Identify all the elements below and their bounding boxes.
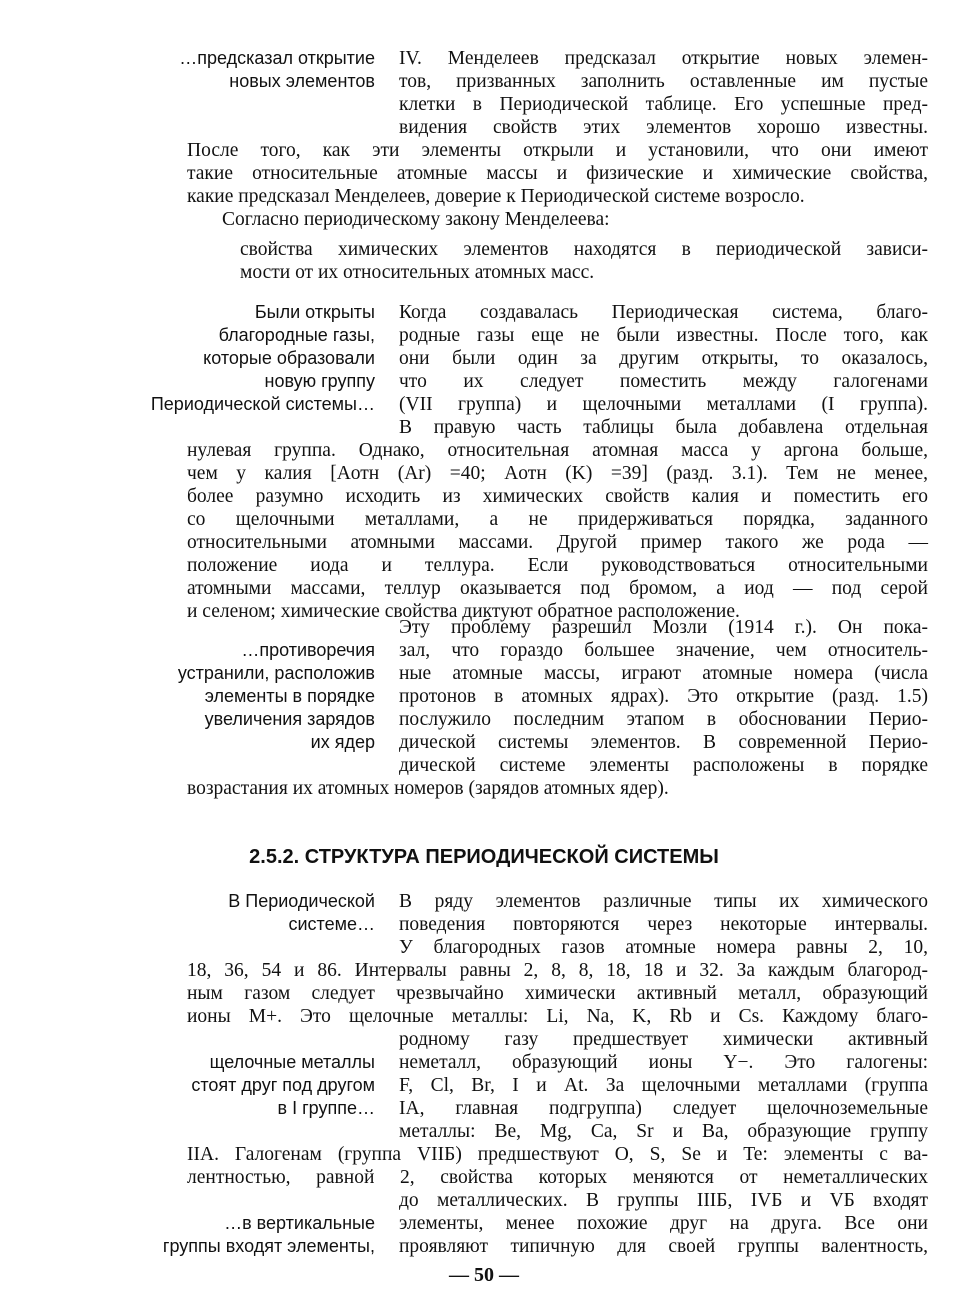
text-line: металлы: Be, Mg, Ca, Sr и Ba, образующие группу (399, 1121, 928, 1142)
text-line: со щелочными металлами, а не придерживаться порядка, заданного (187, 509, 928, 530)
text-line: У благородных газов атомные номера равны 2, 10, (399, 937, 928, 958)
margin-note: Были открыты (254, 302, 375, 322)
text-line: ные атомные массы, играют атомные номера (числа (399, 663, 928, 684)
margin-note: Периодической системы… (150, 394, 375, 414)
text-line: IA, главная подгруппа) следует щелочноземельные (399, 1098, 928, 1119)
text-line: IV. Менделеев предсказал открытие новых элемен- (399, 48, 928, 69)
margin-note: щелочные металлы (209, 1052, 375, 1072)
margin-note: благородные газы, (218, 325, 375, 345)
section-heading: 2.5.2. СТРУКТУРА ПЕРИОДИЧЕСКОЙ СИСТЕМЫ (249, 846, 719, 868)
text-line: видения свойств этих элементов хорошо известны. (399, 117, 928, 138)
text-line: Согласно периодическому закону Менделеева: (222, 209, 610, 230)
margin-note: новых элементов (229, 71, 375, 91)
margin-note: …предсказал открытие (179, 48, 375, 68)
text-line: лентностью, равной 2, свойства которых меняются от неметаллических (187, 1167, 928, 1188)
margin-note: новую группу (264, 371, 375, 391)
text-line: Когда создавалась Периодическая система, благо- (399, 302, 928, 323)
margin-note: стоят друг под другом (191, 1075, 375, 1095)
text-line: относительными атомными массами. Другой пример такого же рода — (187, 532, 928, 553)
margin-note: увеличения зарядов (204, 709, 375, 729)
text-line: В ряду элементов различные типы их химического (399, 891, 928, 912)
text-line: чем у калия [Aотн (Ar) =40; Aотн (K) =39] (разд. 3.1). Тем не менее, (187, 463, 928, 484)
text-line: 18, 36, 54 и 86. Интервалы равны 2, 8, 8, 18, 18 и 32. За каждым благород- (187, 960, 928, 981)
text-line: до металлических. В группы IIIБ, IVБ и VБ входят (399, 1190, 928, 1211)
text-line: F, Cl, Br, I и At. За щелочными металлами (группа (399, 1075, 928, 1096)
text-line: поведения повторяются через некоторые интервалы. (399, 914, 928, 935)
text-line: неметалл, образующий ионы Y−. Это галогены: (399, 1052, 928, 1073)
text-line: какие предсказал Менделеев, доверие к Периодической системе возросло. (187, 186, 805, 207)
text-line: ионы M+. Это щелочные металлы: Li, Na, K, Rb и Cs. Каждому благо- (187, 1006, 928, 1027)
text-line: ным газом следует чрезвычайно химически активный металл, образующий (187, 983, 928, 1004)
text-line: положение иода и теллура. Если руководствоваться относительными (187, 555, 928, 576)
margin-note: их ядер (310, 732, 375, 752)
text-line: дической системы элементов. В современной Перио- (399, 732, 928, 753)
margin-note: …противоречия (241, 640, 375, 660)
text-line: и селеном; химические свойства диктуют обратное расположение. (187, 601, 740, 622)
text-line: они были один за другим открыты, то оказалось, (399, 348, 928, 369)
text-line: нулевая группа. Однако, относительная атомная масса у аргона больше, (187, 440, 928, 461)
text-line: что их следует поместить между галогенами (399, 371, 928, 392)
text-line: После того, как эти элементы открыли и установили, что они имеют (187, 140, 928, 161)
margin-note: элементы в порядке (204, 686, 375, 706)
text-line: IIA. Галогенам (группа VIIБ) предшествуют O, S, Se и Te: элементы с ва- (187, 1144, 928, 1165)
text-line: элементы, менее похожие друг на друга. Все они (399, 1213, 928, 1234)
text-line: послужило последним этапом в обосновании Перио- (399, 709, 928, 730)
margin-note: …в вертикальные (224, 1213, 375, 1233)
margin-note: устранили, расположив (177, 663, 375, 683)
text-line: возрастания их атомных номеров (зарядов атомных ядер). (187, 778, 669, 799)
text-line: атомными массами, теллур оказывается под бромом, а иод — под серой (187, 578, 928, 599)
margin-note: в I группе… (277, 1098, 375, 1118)
text-line: более разумно исходить из химических свойств калия и поместить его (187, 486, 928, 507)
margin-note: системе… (288, 914, 375, 934)
text-line: клетки в Периодической таблице. Его успешные пред- (399, 94, 928, 115)
text-line: тов, призванных заполнить оставленные им пустые (399, 71, 928, 92)
margin-note: которые образовали (203, 348, 375, 368)
text-line: протонов в атомных ядрах). Это открытие (разд. 1.5) (399, 686, 928, 707)
text-line: дической системе элементы расположены в порядке (399, 755, 928, 776)
text-line: мости от их относительных атомных масс. (240, 262, 595, 283)
margin-note: группы входят элементы, (162, 1236, 375, 1256)
text-line: В правую часть таблицы была добавлена отдельная (399, 417, 928, 438)
text-line: Эту проблему разрешил Мозли (1914 г.). Он пока- (399, 617, 928, 638)
text-line: такие относительные атомные массы и физические и химические свойства, (187, 163, 928, 184)
text-line: родному газу предшествует химически активный (399, 1029, 928, 1050)
page-number: — 50 — (449, 1264, 519, 1286)
text-line: свойства химических элементов находятся в периодической зависи- (240, 239, 928, 260)
text-line: зал, что гораздо большее значение, чем относитель- (399, 640, 928, 661)
text-line: (VII группа) и щелочными металлами (I группа). (399, 394, 928, 415)
text-line: проявляют типичную для своей группы валентность, (399, 1236, 928, 1257)
margin-note: В Периодической (228, 891, 375, 911)
text-line: родные газы еще не были известны. После того, как (399, 325, 928, 346)
